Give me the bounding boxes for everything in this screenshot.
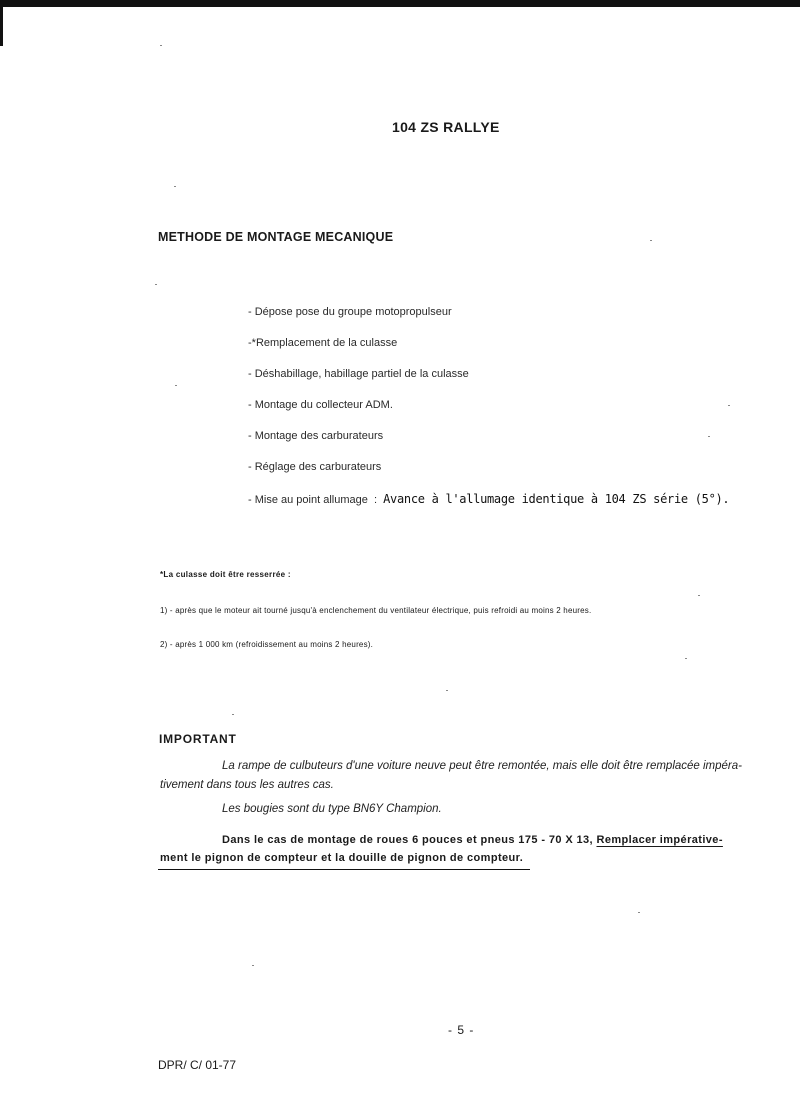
scan-top-edge xyxy=(0,0,800,7)
scan-speck xyxy=(728,405,730,406)
procedure-step: -*Remplacement de la culasse xyxy=(248,337,398,349)
wheel-instruction-plain: Dans le cas de montage de roues 6 pouces et pneus 175 - 70 X 13, xyxy=(222,834,597,846)
procedure-step: - Montage des carburateurs xyxy=(248,430,384,442)
scan-speck xyxy=(650,240,652,241)
document-title: 104 ZS RALLYE xyxy=(392,119,500,135)
wheel-instruction-underlined: Remplacer impérative- xyxy=(596,834,723,846)
section-heading: METHODE DE MONTAGE MECANIQUE xyxy=(158,230,394,244)
scan-speck xyxy=(708,436,710,437)
page-number: - 5 - xyxy=(448,1023,475,1037)
important-paragraph-1-line-2: tivement dans tous les autres cas. xyxy=(160,779,334,791)
ignition-step-detail: Avance à l'allumage identique à 104 ZS série (5°). xyxy=(383,492,730,506)
scan-speck xyxy=(685,658,687,659)
important-heading: IMPORTANT xyxy=(159,732,237,746)
wheel-instruction-line-2: ment le pignon de compteur et la douille de pignon de compteur. xyxy=(160,852,524,864)
scan-speck xyxy=(155,284,157,285)
scan-speck xyxy=(232,714,234,715)
procedure-step: - Déshabillage, habillage partiel de la culasse xyxy=(248,368,469,380)
scan-speck xyxy=(446,690,448,691)
note-item-2: 2) - après 1 000 km (refroidissement au moins 2 heures). xyxy=(160,640,374,649)
scan-speck xyxy=(175,385,177,386)
wheel-instruction-line-1 xyxy=(222,834,723,846)
ignition-step-prefix: - Mise au point allumage : xyxy=(248,494,384,506)
important-paragraph-1-line-1: La rampe de culbuteurs d'une voiture neuve peut être remontée, mais elle doit être remplacée impéra- xyxy=(222,760,742,772)
scan-speck xyxy=(174,186,176,187)
note-item-1: 1) - après que le moteur ait tourné jusqu'à enclenchement du ventilateur électrique, puis refroidi au moins 2 heures. xyxy=(160,606,592,615)
scan-left-edge xyxy=(0,0,3,46)
procedure-step: - Réglage des carburateurs xyxy=(248,461,382,473)
scan-speck xyxy=(638,912,640,913)
document-reference: DPR/ C/ 01-77 xyxy=(158,1058,237,1072)
underline-rule xyxy=(158,869,530,870)
scan-speck xyxy=(160,45,162,46)
scan-speck xyxy=(698,595,700,596)
spark-plug-paragraph: Les bougies sont du type BN6Y Champion. xyxy=(222,803,442,815)
procedure-step-ignition xyxy=(248,492,729,523)
procedure-step: - Montage du collecteur ADM. xyxy=(248,399,393,411)
scan-speck xyxy=(252,965,254,966)
note-heading: *La culasse doit être resserrée : xyxy=(160,570,291,579)
procedure-step: - Dépose pose du groupe motopropulseur xyxy=(248,306,452,318)
procedure-list xyxy=(248,306,729,523)
